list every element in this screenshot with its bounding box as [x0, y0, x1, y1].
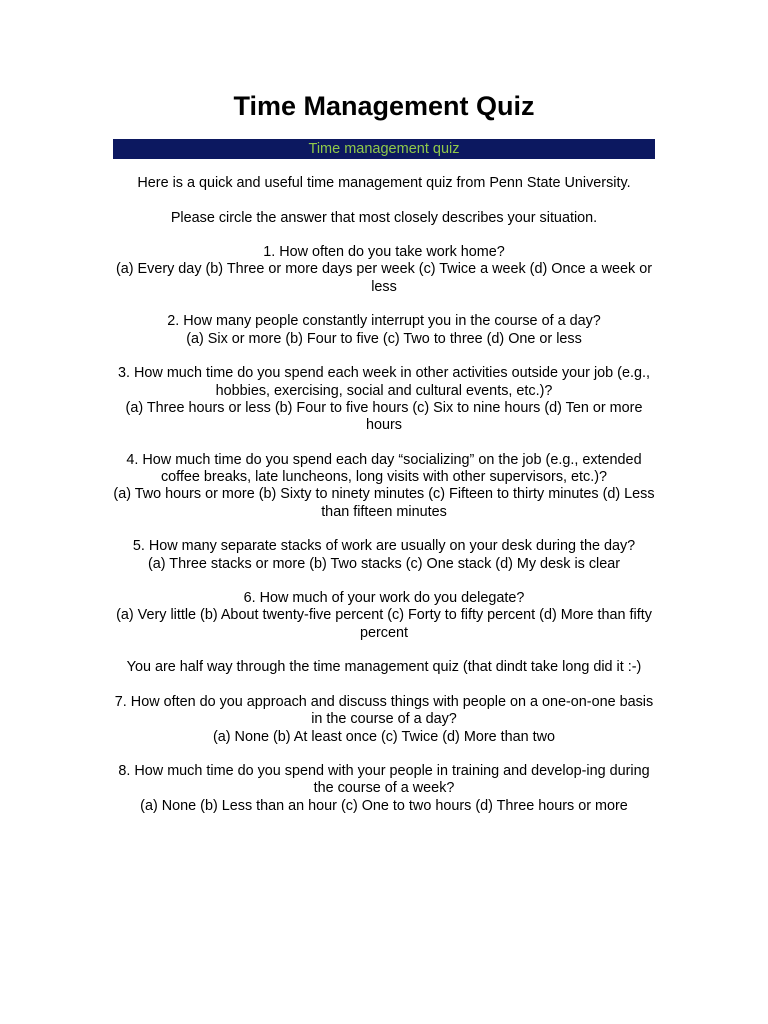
question-text: 3. How much time do you spend each week in other activities outside your job (e.g., hobbies, exercising, social and cultural events, etc.)? [118, 365, 650, 399]
question-text: 8. How much time do you spend with your people in training and develop-ing during the course of a week? [118, 763, 650, 797]
page-title: Time Management Quiz [233, 91, 535, 121]
question-text: 1. How often do you take work home? [263, 244, 505, 261]
answer-options: (a) Six or more (b) Four to five (c) Two to three (d) One or less [186, 330, 582, 347]
question-item [110, 538, 658, 573]
question-item [110, 763, 658, 815]
question-item [110, 694, 658, 746]
question-item [110, 590, 658, 642]
answer-options: (a) Very little (b) About twenty-five percent (c) Forty to fifty percent (d) More than fifty percent [116, 607, 652, 641]
answer-options: (a) Two hours or more (b) Sixty to ninety minutes (c) Fifteen to thirty minutes (d) Less than fifteen minutes [113, 486, 655, 520]
question-text: 6. How much of your work do you delegate? [243, 590, 525, 607]
midway-note: You are half way through the time management quiz (that dindt take long did it :-) [126, 659, 642, 676]
question-item [110, 244, 658, 296]
answer-options: (a) Every day (b) Three or more days per week (c) Twice a week (d) Once a week or less [115, 261, 653, 295]
section-banner [113, 139, 655, 159]
banner-label: Time management quiz [308, 141, 460, 157]
answer-options: (a) Three hours or less (b) Four to five hours (c) Six to nine hours (d) Ten or more hours [125, 399, 643, 434]
question-item [110, 313, 658, 348]
answer-options: (a) None (b) Less than an hour (c) One to two hours (d) Three hours or more [140, 797, 628, 814]
question-item [110, 452, 658, 521]
answer-options: (a) None (b) At least once (c) Twice (d) More than two [212, 728, 556, 745]
intro-paragraph: Here is a quick and useful time management quiz from Penn State University. [137, 175, 631, 191]
instructions-paragraph: Please circle the answer that most closely describes your situation. [170, 209, 598, 226]
question-text: 5. How many separate stacks of work are usually on your desk during the day? [132, 538, 636, 555]
question-item [110, 365, 658, 434]
answer-options: (a) Three stacks or more (b) Two stacks (c) One stack (d) My desk is clear [147, 555, 621, 572]
question-text: 4. How much time do you spend each day “socializing” on the job (e.g., extended coffee breaks, late luncheons, long visits with other supervisors, etc.)? [126, 451, 642, 486]
question-text: 2. How many people constantly interrupt you in the course of a day? [167, 313, 601, 330]
question-text: 7. How often do you approach and discuss things with people on a one-on-one basis in the course of a day? [114, 693, 654, 728]
quiz-body [110, 175, 658, 832]
